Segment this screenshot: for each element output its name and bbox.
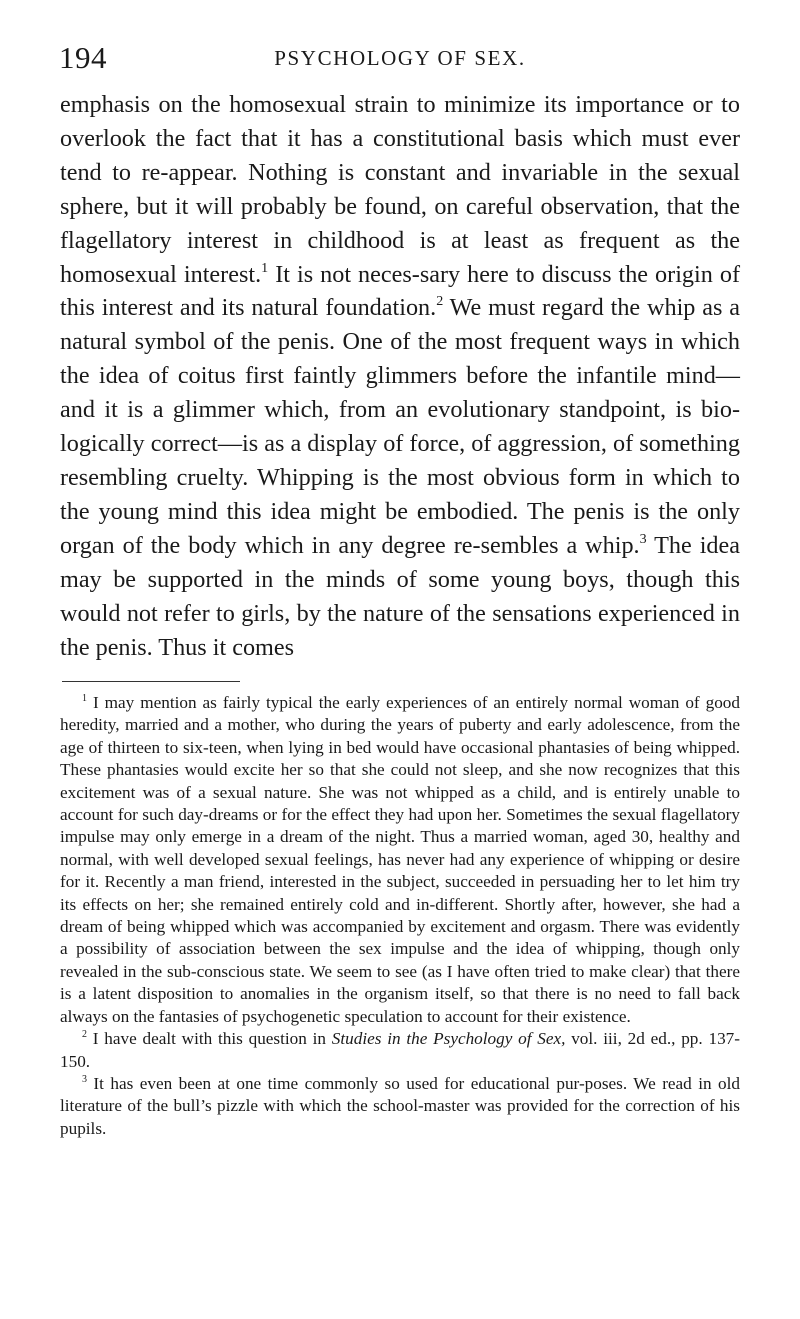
footnote-text: vol. iii, 2d ed., pp. 137-150.	[60, 1029, 740, 1071]
body-text-part: We must regard the whip as a natural symbol of the penis. One of the most frequent ways in which the idea of coitus first faintly glimmers before the infantile mind—and it is a glimmer which, from an evolutionary standpoint, is bio-logically correct—is as a display of force, of aggression, of something resembling cruelty. Whipping is the most obvious form in which to the young mind this idea might be embodied. The penis is the only organ of the body which in any degree re-sembles a whip.	[60, 294, 740, 559]
book-title: Studies in the Psychology of Sex,	[331, 1029, 566, 1049]
body-paragraph	[60, 88, 740, 664]
footnote-ref-3: 3	[639, 530, 647, 547]
body-text-part: It is not neces-sary here to discuss the origin of this interest and its natural foundation.	[60, 260, 740, 322]
footnote-marker: 3	[82, 1073, 87, 1085]
footnote-divider	[62, 681, 240, 682]
footnotes	[60, 692, 740, 1140]
footnote-2	[60, 1028, 740, 1073]
page-header	[59, 40, 741, 74]
footnote-ref-2: 2	[436, 293, 444, 310]
footnote-marker: 1	[82, 693, 87, 705]
page-number: 194	[59, 40, 107, 75]
body-text-part: The idea may be supported in the minds of some young boys, though this would not refer to girls, by the nature of the sensations experienced in the penis. Thus it comes	[60, 531, 740, 661]
running-head: PSYCHOLOGY OF SEX.	[274, 46, 526, 70]
footnote-text: It has even been at one time commonly so used for educational pur-poses. We read in old literature of the bull’s pizzle with which the school-master was provided for the correction of his pupils.	[60, 1073, 740, 1138]
footnote-text: I have dealt with this question in	[86, 1029, 332, 1049]
footnote-3	[60, 1073, 740, 1140]
body-text-part: emphasis on the homosexual strain to minimize its importance or to overlook the fact that it has a constitutional basis which must ever tend to re-appear. Nothing is constant and invariable in the sexual sphere, but it will probably be found, on careful observation, that the flagellatory interest in childhood is at least as frequent as the homosexual interest.	[60, 91, 740, 288]
footnote-ref-1: 1	[261, 259, 269, 276]
footnote-text: I may mention as fairly typical the early experiences of an entirely normal woman of good heredity, married and a mother, who during the years of puberty and early adolescence, from the age of thirteen to six-teen, when lying in bed would have occasional phantasies of being whipped. These phantasies would excite her so that she could not sleep, and she now recognizes that this excitement was of a sexual nature. She was not whipped as a child, and is entirely unable to account for such day-dreams or for the effect they had upon her. Sometimes the sexual flagellatory impulse may only emerge in a dream of the night. Thus a married woman, aged 30, healthy and normal, with well developed sexual feelings, has never had any experience of whipping or desire for it. Recently a man friend, interested in the subject, succeeded in persuading her to let him try its effects on her; she remained entirely cold and in-different. Shortly after, however, she had a dream of being whipped which was accompanied by excitement and orgasm. There was evidently a possibility of association between the sex impulse and the idea of whipping, though only revealed in the sub-conscious state. We seem to see (as I have often tried to make clear) that there is a latent disposition to anomalies in the organism itself, so that there is no need to fall back always on the fantasies of psychogenetic speculation to account for their existence.	[60, 693, 740, 1026]
footnote-marker: 2	[82, 1029, 87, 1041]
footnote-1	[60, 692, 740, 1028]
